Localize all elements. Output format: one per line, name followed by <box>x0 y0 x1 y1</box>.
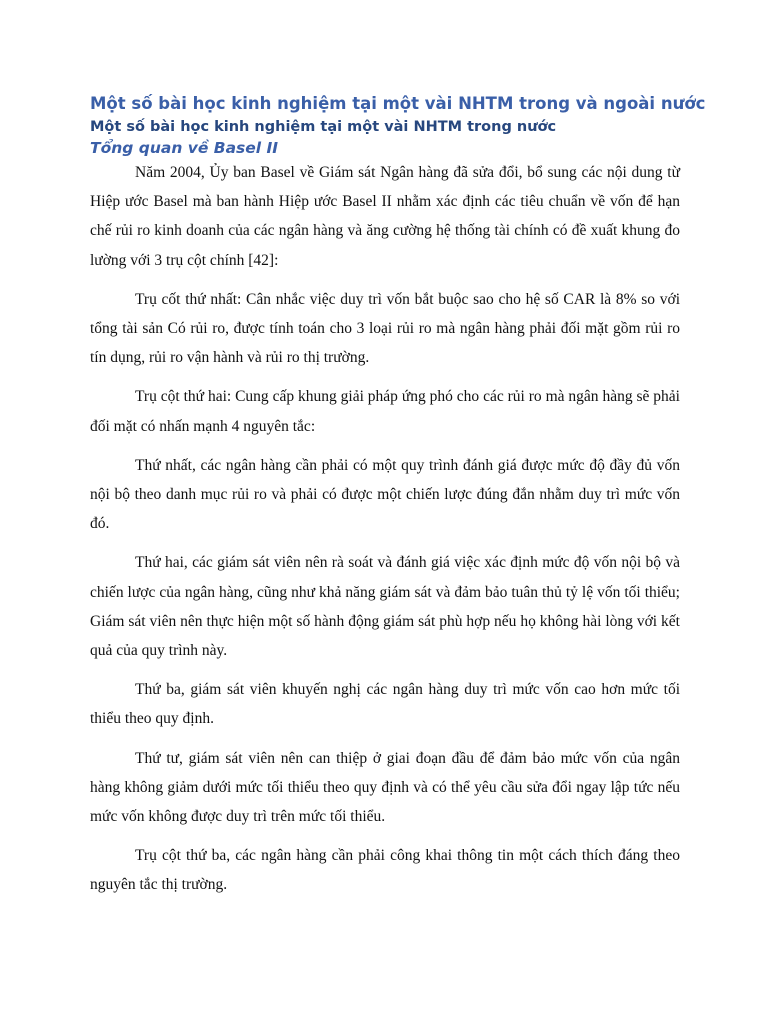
heading-1: Một số bài học kinh nghiệm tại một vài NHTM trong và ngoài nước <box>90 94 706 113</box>
heading-2: Một số bài học kinh nghiệm tại một vài NHTM trong nước <box>90 119 557 135</box>
paragraph-principle-4: Thứ tư, giám sát viên nên can thiệp ở giai đoạn đầu để đảm bảo mức vốn của ngân hàng không giảm dưới mức tối thiểu theo quy định và có thể yêu cầu sửa đổi ngay lập tức nếu mức vốn không được duy trì trên mức tối thiểu. <box>90 749 680 826</box>
paragraph-pillar-2: Trụ cột thứ hai: Cung cấp khung giải pháp ứng phó cho các rủi ro mà ngân hàng sẽ phải đối mặt có nhấn mạnh 4 nguyên tắc: <box>90 388 680 435</box>
paragraph-pillar-3: Trụ cột thứ ba, các ngân hàng cần phải công khai thông tin một cách thích đáng theo nguyên tắc thị trường. <box>90 847 680 894</box>
paragraph-principle-1: Thứ nhất, các ngân hàng cần phải có một quy trình đánh giá được mức độ đầy đủ vốn nội bộ theo danh mục rủi ro và phải có được một chiến lược đúng đắn nhằm duy trì mức vốn đó. <box>90 456 680 533</box>
paragraph-intro: Năm 2004, Ủy ban Basel về Giám sát Ngân hàng đã sửa đổi, bổ sung các nội dung từ Hiệp ước Basel mà ban hành Hiệp ước Basel II nhằm xác định các tiêu chuẩn về vốn để hạn chế rủi ro kinh doanh của các ngân hàng và ăng cường hệ thống tài chính có đề xuất khung đo lường với 3 trụ cột chính [42]: <box>90 164 680 269</box>
paragraph-principle-2: Thứ hai, các giám sát viên nên rà soát và đánh giá việc xác định mức độ vốn nội bộ và chiến lược của ngân hàng, cũng như khả năng giám sát và đảm bảo tuân thủ tỷ lệ vốn tối thiểu; Giám sát viên nên thực hiện một số hành động giám sát phù hợp nếu họ không hài lòng với kết quả của quy trình này. <box>90 554 680 660</box>
document-page <box>90 92 706 910</box>
paragraph-principle-3: Thứ ba, giám sát viên khuyến nghị các ngân hàng duy trì mức vốn cao hơn mức tối thiểu theo quy định. <box>90 681 680 728</box>
paragraph-pillar-1: Trụ cốt thứ nhất: Cân nhắc việc duy trì vốn bắt buộc sao cho hệ số CAR là 8% so với tổng tài sản Có rủi ro, được tính toán cho 3 loại rủi ro mà ngân hàng phải đối mặt gồm rủi ro tín dụng, rủi ro vận hành và rủi ro thị trường. <box>90 290 680 367</box>
heading-3: Tổng quan về Basel II <box>90 139 279 157</box>
